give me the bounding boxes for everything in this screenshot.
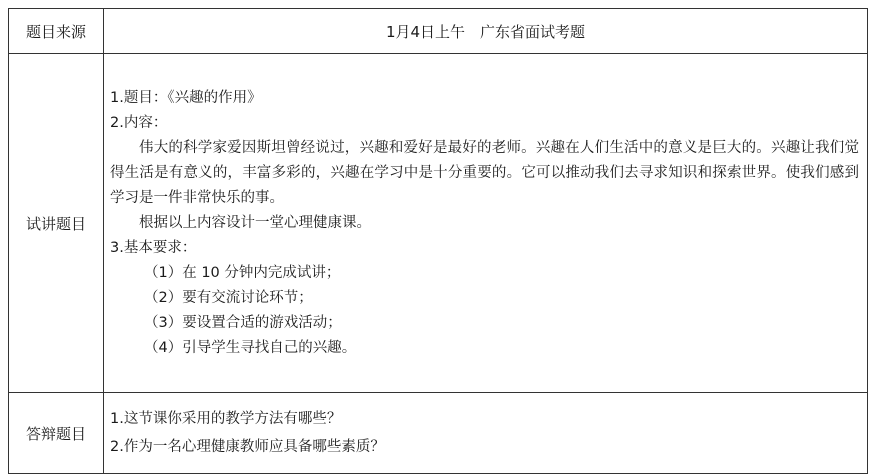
defense-question-1: 1.这节课你采用的教学方法有哪些？	[110, 411, 342, 427]
defense-content	[104, 393, 868, 474]
requirements-heading: 3.基本要求：	[110, 239, 197, 256]
lecture-topic: 1.题目：《兴趣的作用》	[110, 89, 262, 106]
defense-label: 答辩题目	[9, 393, 104, 474]
defense-question-2: 2.作为一名心理健康教师应具备哪些素质？	[110, 439, 385, 455]
lecture-content-heading: 2.内容：	[110, 114, 168, 131]
lecture-content	[104, 54, 868, 393]
requirement-item-1: （1）在 10 分钟内完成试讲；	[144, 264, 341, 281]
lecture-paragraph-1: 伟大的科学家爱因斯坦曾经说过，兴趣和爱好是最好的老师。兴趣在人们生活中的意义是巨大的。兴趣让我们觉得生活是有意义的，丰富多彩的，兴趣在学习中是十分重要的。它可以推动我们去寻求知识和探索世界。使我们感到学习是一件非常快乐的事。	[110, 139, 859, 206]
row-lecture	[9, 54, 868, 393]
exam-table	[8, 8, 868, 474]
source-label: 题目来源	[9, 9, 104, 54]
lecture-paragraph-2: 根据以上内容设计一堂心理健康课。	[139, 214, 371, 231]
requirement-item-2: （2）要有交流讨论环节；	[144, 289, 313, 306]
lecture-label: 试讲题目	[9, 54, 104, 393]
row-source	[9, 9, 868, 54]
requirement-item-3: （3）要设置合适的游戏活动；	[144, 314, 342, 331]
source-title: 1月4日上午 广东省面试考题	[104, 9, 868, 54]
requirement-item-4: （4）引导学生寻找自己的兴趣。	[144, 339, 357, 356]
row-defense	[9, 393, 868, 474]
